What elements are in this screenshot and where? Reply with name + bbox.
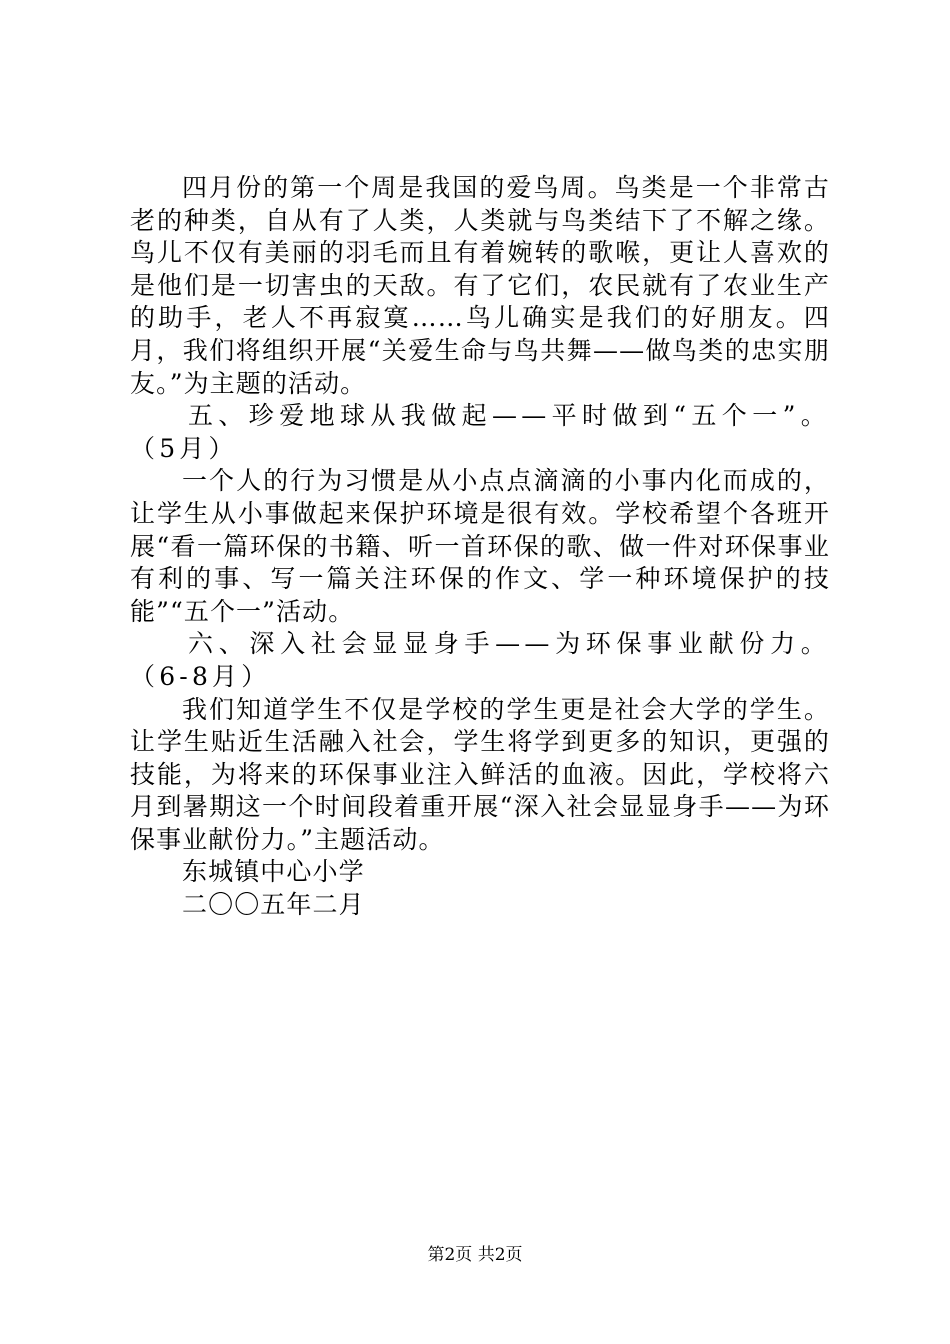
signature-date: 二〇〇五年二月 (182, 890, 365, 920)
page-number: 第2页 共2页 (427, 1245, 523, 1265)
signature-organization: 东城镇中心小学 (182, 857, 365, 887)
document-body (130, 172, 830, 922)
section-heading-six: 六、深入社会显显身手——为环保事业献份力。（6-8月） (130, 629, 830, 691)
paragraph-society: 我们知道学生不仅是学校的学生更是社会大学的学生。让学生贴近生活融入社会，学生将学到更多的知识，更强的技能，为将来的环保事业注入鲜活的血液。因此，学校将六月到暑期这一个时间段着重开展“深入社会显显身手——为环保事业献份力。”主题活动。 (130, 694, 830, 854)
paragraph-five-ones: 一个人的行为习惯是从小点点滴滴的小事内化而成的，让学生从小事做起来保护环境是很有效。学校希望个各班开展“看一篇环保的书籍、听一首环保的歌、做一件对环保事业有利的事、写一篇关注环保的作文、学一种环境保护的技能”“五个一”活动。 (130, 466, 830, 626)
section-heading-five: 五、珍爱地球从我做起——平时做到“五个一”。（5月） (130, 401, 830, 463)
paragraph-bird-week: 四月份的第一个周是我国的爱鸟周。鸟类是一个非常古老的种类，自从有了人类，人类就与鸟类结下了不解之缘。鸟儿不仅有美丽的羽毛而且有着婉转的歌喉，更让人喜欢的是他们是一切害虫的天敌。有了它们，农民就有了农业生产的助手，老人不再寂寞……鸟儿确实是我们的好朋友。四月，我们将组织开展“关爱生命与鸟共舞——做鸟类的忠实朋友。”为主题的活动。 (130, 173, 830, 398)
page-footer (0, 1244, 950, 1266)
